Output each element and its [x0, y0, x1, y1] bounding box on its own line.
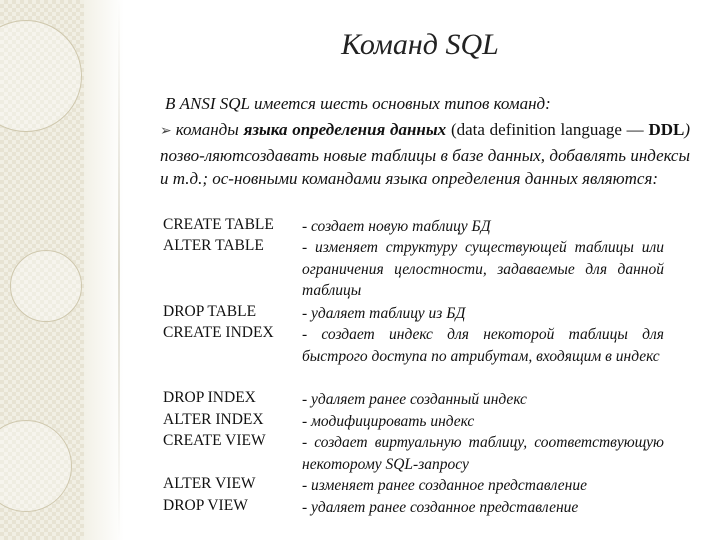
decorative-circle — [0, 20, 82, 132]
command-name: CREATE INDEX — [163, 324, 274, 341]
ddl-paragraph — [160, 118, 690, 191]
ddl-text-1: команды — [175, 120, 239, 139]
ddl-text-2: (data definition language — — [450, 120, 644, 139]
command-description: - создает индекс для некоторой таблицы для быстрого доступа по атрибутам, входящим в индекс — [302, 326, 664, 365]
ddl-text-3: ) позво-ляютсоздавать новые таблицы в базе данных, добавлять индексы и т.д.; ос-новными командами языка определения данных являются: — [160, 120, 691, 188]
command-name: ALTER INDEX — [163, 411, 264, 428]
command-description: - создает виртуальную таблицу, соответствующую некоторому SQL-запросу — [302, 434, 664, 473]
arrow-bullet-icon: ➢ — [160, 124, 172, 139]
command-name: ALTER TABLE — [163, 237, 264, 254]
command-name: DROP INDEX — [163, 389, 256, 406]
command-name: DROP VIEW — [163, 497, 248, 514]
command-name: DROP TABLE — [163, 303, 257, 320]
ddl-bold-1: языка определения данных — [243, 120, 447, 139]
intro-line: В ANSI SQL имеется шесть основных типов команд: — [165, 94, 551, 113]
decorative-circle — [0, 420, 72, 512]
command-description: - модифицировать индекс — [302, 413, 475, 430]
ddl-bold-2: DDL — [648, 120, 685, 139]
command-description: - изменяет ранее созданное представление — [302, 477, 587, 494]
slide-title: Команд SQL — [341, 28, 499, 61]
command-name: ALTER VIEW — [163, 475, 256, 492]
side-panel-divider — [118, 0, 120, 540]
command-description: - создает новую таблицу БД — [302, 218, 491, 235]
command-description: - удаляет ранее созданный индекс — [302, 391, 527, 408]
command-description: - удаляет ранее созданное представление — [302, 499, 579, 516]
command-name: CREATE TABLE — [163, 216, 274, 233]
decorative-circle — [10, 250, 82, 322]
command-description: - изменяет структуру существующей таблицы или ограничения целостности, задаваемые для данной таблицы — [302, 239, 664, 300]
command-description: - удаляет таблицу из БД — [302, 305, 466, 322]
command-name: CREATE VIEW — [163, 432, 266, 449]
decorative-side-panel — [0, 0, 84, 540]
